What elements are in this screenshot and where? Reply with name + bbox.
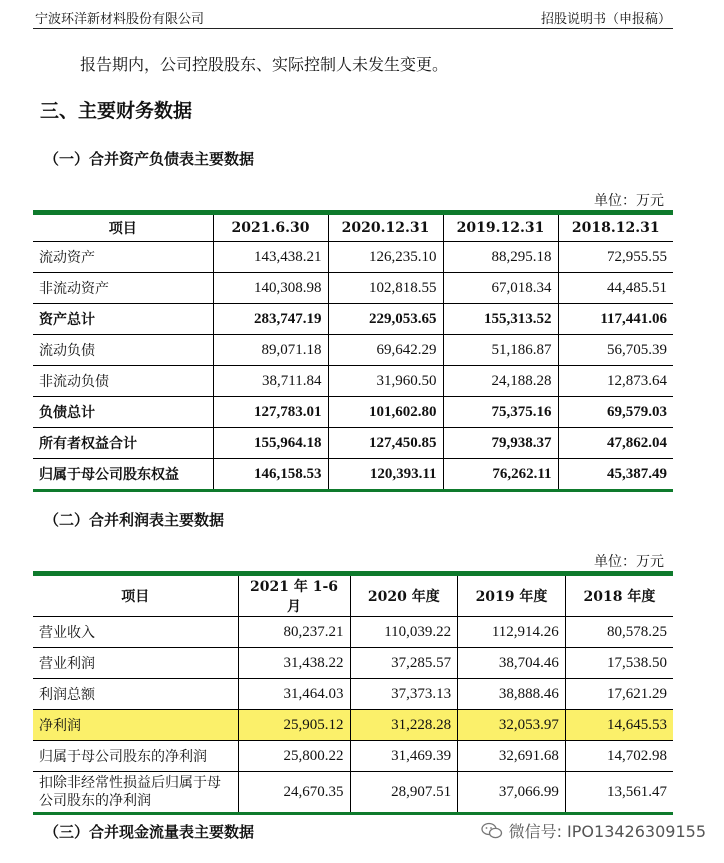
row-label: 净利润 [33,710,238,741]
income-unit: 单位：万元 [594,554,664,570]
row-label: 非流动负债 [33,366,213,397]
income-subtitle: （二）合并利润表主要数据 [44,511,225,529]
balance-table [33,210,673,492]
table-header-row [33,213,673,242]
cell-value: 17,621.29 [565,679,673,710]
cell-value: 32,691.68 [458,741,566,772]
cell-value: 102,818.55 [328,273,443,304]
cell-value: 140,308.98 [213,273,328,304]
cell-value: 155,964.18 [213,428,328,459]
cell-value: 283,747.19 [213,304,328,335]
column-header: 2020 年度 [350,574,458,617]
table-row [33,242,673,273]
cell-value: 31,438.22 [238,648,350,679]
table-row [33,397,673,428]
table-row [33,617,673,648]
row-label: 非流动资产 [33,273,213,304]
cell-value: 25,905.12 [238,710,350,741]
column-header: 2020.12.31 [328,213,443,242]
cell-value: 67,018.34 [443,273,558,304]
row-label: 归属于母公司股东的净利润 [33,741,238,772]
section-title: 三、主要财务数据 [40,100,193,122]
cell-value: 45,387.49 [558,459,673,491]
cell-value: 112,914.26 [458,617,566,648]
cell-value: 127,450.85 [328,428,443,459]
column-header: 2018.12.31 [558,213,673,242]
cell-value: 12,873.64 [558,366,673,397]
balance-table-body [33,242,673,491]
cell-value: 69,579.03 [558,397,673,428]
body-paragraph: 报告期内，公司控股股东、实际控制人未发生变更。 [80,55,449,74]
table-row [33,335,673,366]
cell-value: 37,373.13 [350,679,458,710]
income-table-body [33,617,673,814]
row-label: 利润总额 [33,679,238,710]
header-company: 宁波环洋新材料股份有限公司 [35,12,205,27]
wechat-icon [481,822,503,840]
cell-value: 25,800.22 [238,741,350,772]
cell-value: 120,393.11 [328,459,443,491]
cell-value: 47,862.04 [558,428,673,459]
cell-value: 31,228.28 [350,710,458,741]
cell-value: 79,938.37 [443,428,558,459]
table-row [33,459,673,491]
income-table [33,571,673,815]
table-row [33,273,673,304]
cell-value: 28,907.51 [350,772,458,814]
cell-value: 101,602.80 [328,397,443,428]
column-header: 2021.6.30 [213,213,328,242]
watermark [481,819,706,842]
cell-value: 44,485.51 [558,273,673,304]
row-label: 资产总计 [33,304,213,335]
row-label: 营业利润 [33,648,238,679]
row-label: 流动资产 [33,242,213,273]
cell-value: 14,702.98 [565,741,673,772]
row-label: 所有者权益合计 [33,428,213,459]
cell-value: 143,438.21 [213,242,328,273]
table-row [33,710,673,741]
cell-value: 17,538.50 [565,648,673,679]
column-header: 2019 年度 [458,574,566,617]
table-row [33,648,673,679]
cell-value: 32,053.97 [458,710,566,741]
cell-value: 89,071.18 [213,335,328,366]
table-row [33,772,673,814]
cell-value: 72,955.55 [558,242,673,273]
table-row [33,741,673,772]
watermark-text: 微信号: IPO13426309155 [508,822,706,841]
column-header: 2018 年度 [565,574,673,617]
balance-unit: 单位：万元 [594,193,664,209]
column-header: 2021 年 1-6 月 [238,574,350,617]
table-row [33,428,673,459]
cell-value: 31,464.03 [238,679,350,710]
cell-value: 126,235.10 [328,242,443,273]
cell-value: 37,066.99 [458,772,566,814]
row-label: 流动负债 [33,335,213,366]
cell-value: 37,285.57 [350,648,458,679]
cell-value: 80,237.21 [238,617,350,648]
row-label: 归属于母公司股东权益 [33,459,213,491]
page-header [33,6,673,28]
cell-value: 88,295.18 [443,242,558,273]
header-rule [33,28,673,29]
cell-value: 24,670.35 [238,772,350,814]
cell-value: 51,186.87 [443,335,558,366]
cell-value: 14,645.53 [565,710,673,741]
cell-value: 38,704.46 [458,648,566,679]
cell-value: 75,375.16 [443,397,558,428]
balance-subtitle: （一）合并资产负债表主要数据 [44,150,255,168]
cell-value: 24,188.28 [443,366,558,397]
table-row [33,679,673,710]
row-label: 营业收入 [33,617,238,648]
header-doc-title: 招股说明书（申报稿） [540,12,671,27]
cell-value: 38,888.46 [458,679,566,710]
cell-value: 56,705.39 [558,335,673,366]
cell-value: 38,711.84 [213,366,328,397]
table-row [33,366,673,397]
cell-value: 80,578.25 [565,617,673,648]
row-label: 负债总计 [33,397,213,428]
cell-value: 146,158.53 [213,459,328,491]
cell-value: 13,561.47 [565,772,673,814]
cell-value: 229,053.65 [328,304,443,335]
column-header: 2019.12.31 [443,213,558,242]
cell-value: 31,469.39 [350,741,458,772]
cell-value: 117,441.06 [558,304,673,335]
cashflow-subtitle: （三）合并现金流量表主要数据 [44,823,255,841]
cell-value: 69,642.29 [328,335,443,366]
column-header: 项目 [33,213,213,242]
cell-value: 127,783.01 [213,397,328,428]
row-label: 扣除非经常性损益后归属于母公司股东的净利润 [33,772,238,814]
cell-value: 31,960.50 [328,366,443,397]
table-row [33,304,673,335]
cell-value: 76,262.11 [443,459,558,491]
table-header-row [33,574,673,617]
cell-value: 155,313.52 [443,304,558,335]
column-header: 项目 [33,574,238,617]
cell-value: 110,039.22 [350,617,458,648]
